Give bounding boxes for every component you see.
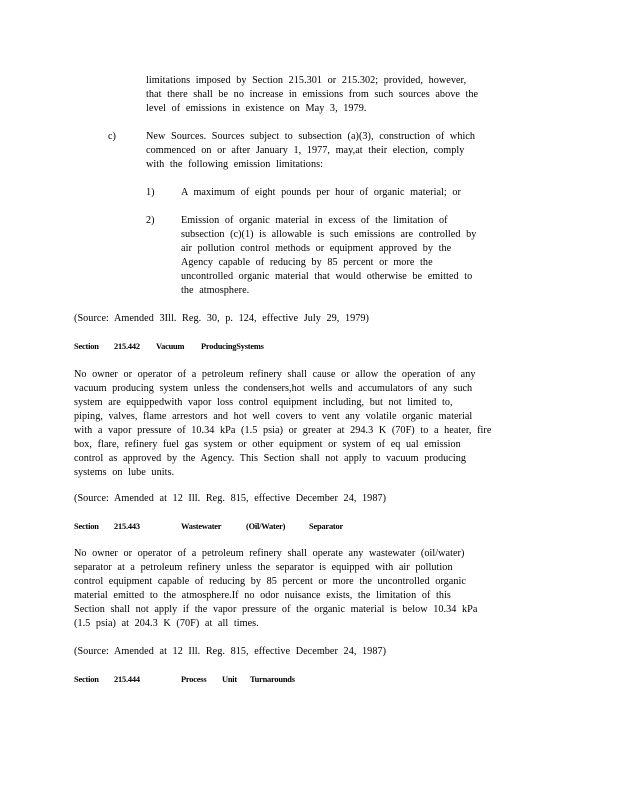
section-444-title-1: Process [181, 675, 207, 684]
sub-2-line-3: air pollution control methods or equipment approved by the [181, 243, 452, 254]
section-442-line-3: system are equippedwith vapor loss control equipment including, but not limited to, [74, 397, 453, 408]
section-443-title-2: (Oil/Water) [246, 522, 286, 531]
section-443-line-4: material emitted to the atmosphere.If no odor nuisance exists, the limitation of this [74, 590, 451, 601]
section-442-line-5: with a vapor pressure of 10.34 kPa (1.5 psia) or greater at 294.3 K (70F) to a heater, fire [74, 425, 492, 436]
section-443-line-2: separator at a petroleum refinery unless the separator is equipped with air pollution [74, 562, 453, 573]
section-442-number: 215.442 [114, 342, 140, 351]
section-443-title-1: Wastewater [181, 522, 222, 531]
section-442-line-2: vacuum producing system unless the condensers,hot wells and accumulators of any such [74, 383, 473, 394]
item-c-line-1: New Sources. Sources subject to subsection (a)(3), construction of which [146, 131, 476, 142]
sub-2-line-1: Emission of organic material in excess of the limitation of [181, 215, 448, 226]
sub-2-line-5: uncontrolled organic material that would otherwise be emitted to [181, 271, 473, 282]
section-444-number: 215.444 [114, 675, 140, 684]
section-442-line-4: piping, valves, flame arrestors and hot well covers to vent any volatile organic material [74, 411, 473, 422]
section-443-line-1: No owner or operator of a petroleum refinery shall operate any wastewater (oil/water) [74, 548, 465, 559]
item-c-label: c) [108, 131, 116, 142]
sub-2-line-6: the atmosphere. [181, 285, 250, 296]
source-note-3: (Source: Amended at 12 Ill. Reg. 815, effective December 24, 1987) [74, 646, 387, 657]
section-444-word: Section [74, 675, 99, 684]
section-444-title-3: Turnarounds [250, 675, 295, 684]
section-443-number: 215.443 [114, 522, 140, 531]
sub-2-line-4: Agency capable of reducing by 85 percent or more the [181, 257, 433, 268]
section-442-line-7: control as approved by the Agency. This Section shall not apply to vacuum producing [74, 453, 466, 464]
para-cont-line-2: that there shall be no increase in emissions from such sources above the [146, 89, 479, 100]
section-442-line-6: box, flare, refinery fuel gas system or other equipment or system of eq ual emission [74, 439, 461, 450]
section-444-title-2: Unit [222, 675, 238, 684]
sub-1-label: 1) [146, 187, 155, 198]
source-note-2: (Source: Amended at 12 Ill. Reg. 815, effective December 24, 1987) [74, 493, 387, 504]
section-443-line-3: control equipment capable of reducing by 85 percent or more the uncontrolled organic [74, 576, 466, 587]
item-c-line-3: with the following emission limitations: [146, 159, 323, 170]
section-442-line-8: systems on lube units. [74, 467, 175, 478]
item-c-line-2: commenced on or after January 1, 1977, may,at their election, comply [146, 145, 465, 156]
para-cont-line-3: level of emissions in existence on May 3, 1979. [146, 103, 367, 114]
sub-2-label: 2) [146, 215, 155, 226]
para-cont-line-1: limitations imposed by Section 215.301 or 215.302; provided, however, [146, 75, 467, 86]
section-443-word: Section [74, 522, 99, 531]
section-443-line-5: Section shall not apply if the vapor pressure of the organic material is below 10.34 kPa [74, 604, 478, 615]
section-442-word: Section [74, 342, 99, 351]
sub-2-line-2: subsection (c)(1) is allowable is such emissions are controlled by [181, 229, 477, 240]
section-443-line-6: (1.5 psia) at 204.3 K (70F) at all times. [74, 618, 259, 629]
section-443-title-3: Separator [309, 522, 344, 531]
source-note-1: (Source: Amended 3Ill. Reg. 30, p. 124, effective July 29, 1979) [74, 313, 370, 324]
sub-1-line-1: A maximum of eight pounds per hour of organic material; or [181, 187, 461, 198]
section-442-line-1: No owner or operator of a petroleum refinery shall cause or allow the operation of any [74, 369, 476, 380]
section-442-title-1: Vacuum [156, 342, 185, 351]
section-442-title-2: ProducingSystems [201, 342, 264, 351]
